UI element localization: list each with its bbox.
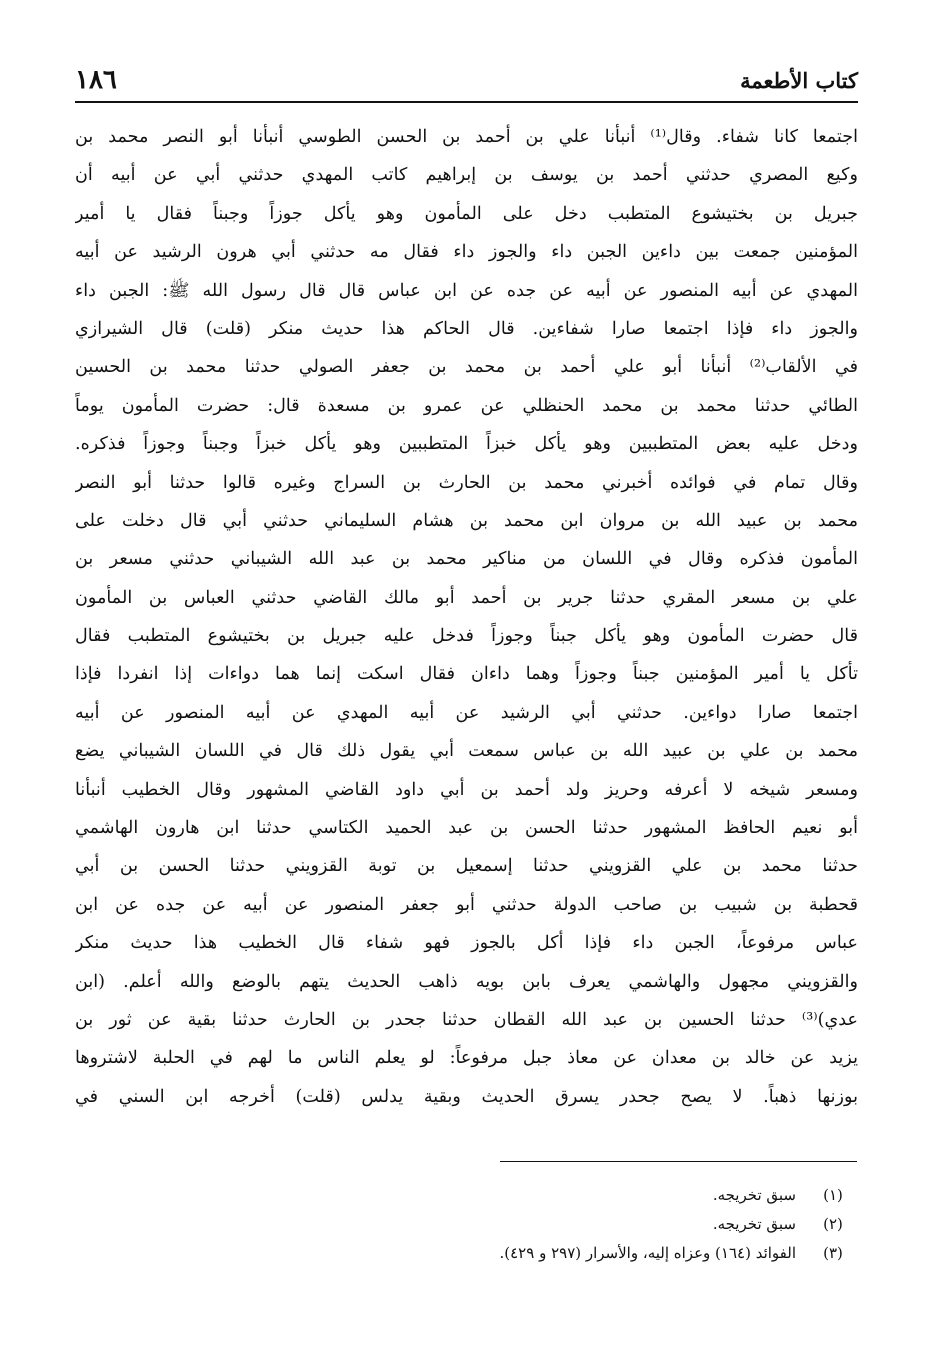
text-line: المهدي عن أبيه المنصور عن أبيه عن جده عن ابن عباس قال قال رسول الله ﷺ: الجبن داء (75, 280, 858, 301)
text-line: اجتمعا صارا دواءين. حدثني أبي الرشيد عن أبيه المهدي عن أبيه المنصور عن أبيه (75, 702, 858, 723)
text-line: ودخل عليه بعض المتطببين وهو يأكل خبزاً المتطببين وهو يأكل خبزاً وجبناً وجوزاً فذكره. (75, 434, 858, 455)
header-divider (75, 101, 858, 103)
page-number: ١٨٦ (75, 65, 117, 95)
text-line: أبو نعيم الحافظ المشهور حدثنا الحسن بن عبد الحميد الكتاسي حدثنا ابن هارون الهاشمي (75, 818, 858, 839)
main-text-block (75, 118, 858, 1116)
footnotes (75, 1180, 858, 1267)
text-line: والقزويني مجهول والهاشمي يعرف بابن بويه ذاهب الحديث يتهم بالوضع والله أعلم. (ابن (75, 971, 858, 992)
running-header (75, 62, 858, 98)
book-title: كتاب الأطعمة (740, 67, 858, 93)
text-line: عدي)⁽³⁾ حدثنا الحسين بن عبد الله القطان حدثنا جحدر بن الحارث حدثنا بقية عن ثور بن (75, 1009, 858, 1030)
footnote-item (75, 1209, 858, 1238)
text-line: وكيع المصري حدثني أحمد بن يوسف بن إبراهيم كاتب المهدي حدثني أبي عن أبيه أن (75, 165, 858, 186)
text-line: الطائي حدثنا محمد بن محمد الحنظلي عن عمرو بن مسعدة قال: حضرت المأمون يوماً (75, 395, 858, 416)
text-line: في الألقاب⁽²⁾ أنبأنا أبو علي أحمد بن محمد بن جعفر الصولي حدثنا محمد بن الحسين (75, 357, 858, 378)
footnote-text: الفوائد (١٦٤) وعزاه إليه، والأسرار (٢٩٧ و ٤٢٩). (499, 1243, 796, 1262)
text-line: عباس مرفوعاً، الجبن داء فإذا أكل بالجوز فهو شفاء قال الخطيب هذا حديث منكر (75, 933, 858, 954)
text-line: قال حضرت المأمون وهو يأكل جبناً وجوزاً فدخل عليه جبريل بن بختيشوع المتطبب فقال (75, 626, 858, 647)
footnote-number: (٣) (823, 1243, 843, 1262)
footnote-divider (500, 1161, 857, 1162)
text-line: تأكل يا أمير المؤمنين جبناً وجوزاً وهما داءان فقال اسكت إنما هما دواءات إذا انفردا فإذا (75, 664, 858, 685)
text-line: اجتمعا كانا شفاء. وقال⁽¹⁾ أنبأنا علي بن أحمد بن الحسن الطوسي أنبأنا أبو النصر محمد بن (75, 127, 858, 147)
text-line: يزيد عن خالد بن معدان عن معاذ جبل مرفوعاً: لو يعلم الناس ما لهم في الحلبة لاشتروها (75, 1048, 858, 1069)
footnote-number: (١) (823, 1185, 843, 1204)
text-line: محمد بن علي بن عبيد الله بن عباس سمعت أبي يقول ذلك قال في اللسان الشيباني يضع (75, 741, 858, 762)
text-line: جبريل بن بختيشوع المتطبب دخل على المأمون وهو يأكل جوزاً وجبناً فقال يا أمير (75, 203, 858, 224)
footnote-number: (٢) (823, 1214, 843, 1233)
text-line: علي بن مسعر المقري حدثنا جرير بن أحمد أبو مالك القاضي حدثني العباس بن المأمون (75, 587, 858, 608)
footnote-text: سبق تخريجه. (712, 1214, 796, 1233)
footnote-text: سبق تخريجه. (712, 1185, 796, 1204)
text-line: المأمون فذكره وقال في اللسان من مناكير محمد بن عبد الله الشيباني حدثني مسعر بن (75, 549, 858, 570)
text-line: المؤمنين جمعت بين داءين الجبن داء والجوز داء فقال مه حدثني أبي هرون الرشيد عن أبيه (75, 242, 858, 263)
text-line: والجوز داء فإذا اجتمعا صارا شفاءين. قال الحاكم هذا حديث منكر (قلت) قال الشيرازي (75, 318, 858, 339)
footnote-item (75, 1238, 858, 1267)
text-line: ومسعر شيخه لا أعرفه وحريز ولد أحمد بن أبي داود القاضي المشهور وقال الخطيب أنبأنا (75, 779, 858, 800)
text-line: قحطبة بن شبيب بن صاحب الدولة حدثني أبو جعفر المنصور عن أبيه عن جده عن ابن (75, 894, 858, 915)
text-line: حدثنا محمد بن علي القزويني حدثنا إسمعيل بن توبة القزويني حدثنا الحسن بن أبي (75, 856, 858, 877)
footnote-item (75, 1180, 858, 1209)
text-line: محمد بن عبيد الله بن مروان ابن محمد بن هشام السليماني حدثني أبي قال دخلت على (75, 510, 858, 531)
text-line: وقال تمام في فوائده أخبرني محمد بن الحارث بن السراج وغيره قالوا حدثنا أبو النصر (75, 472, 858, 493)
text-line: بوزنها ذهباً. لا يصح جحدر يسرق الحديث وبقية يدلس (قلت) أخرجه ابن السني في (75, 1086, 858, 1107)
